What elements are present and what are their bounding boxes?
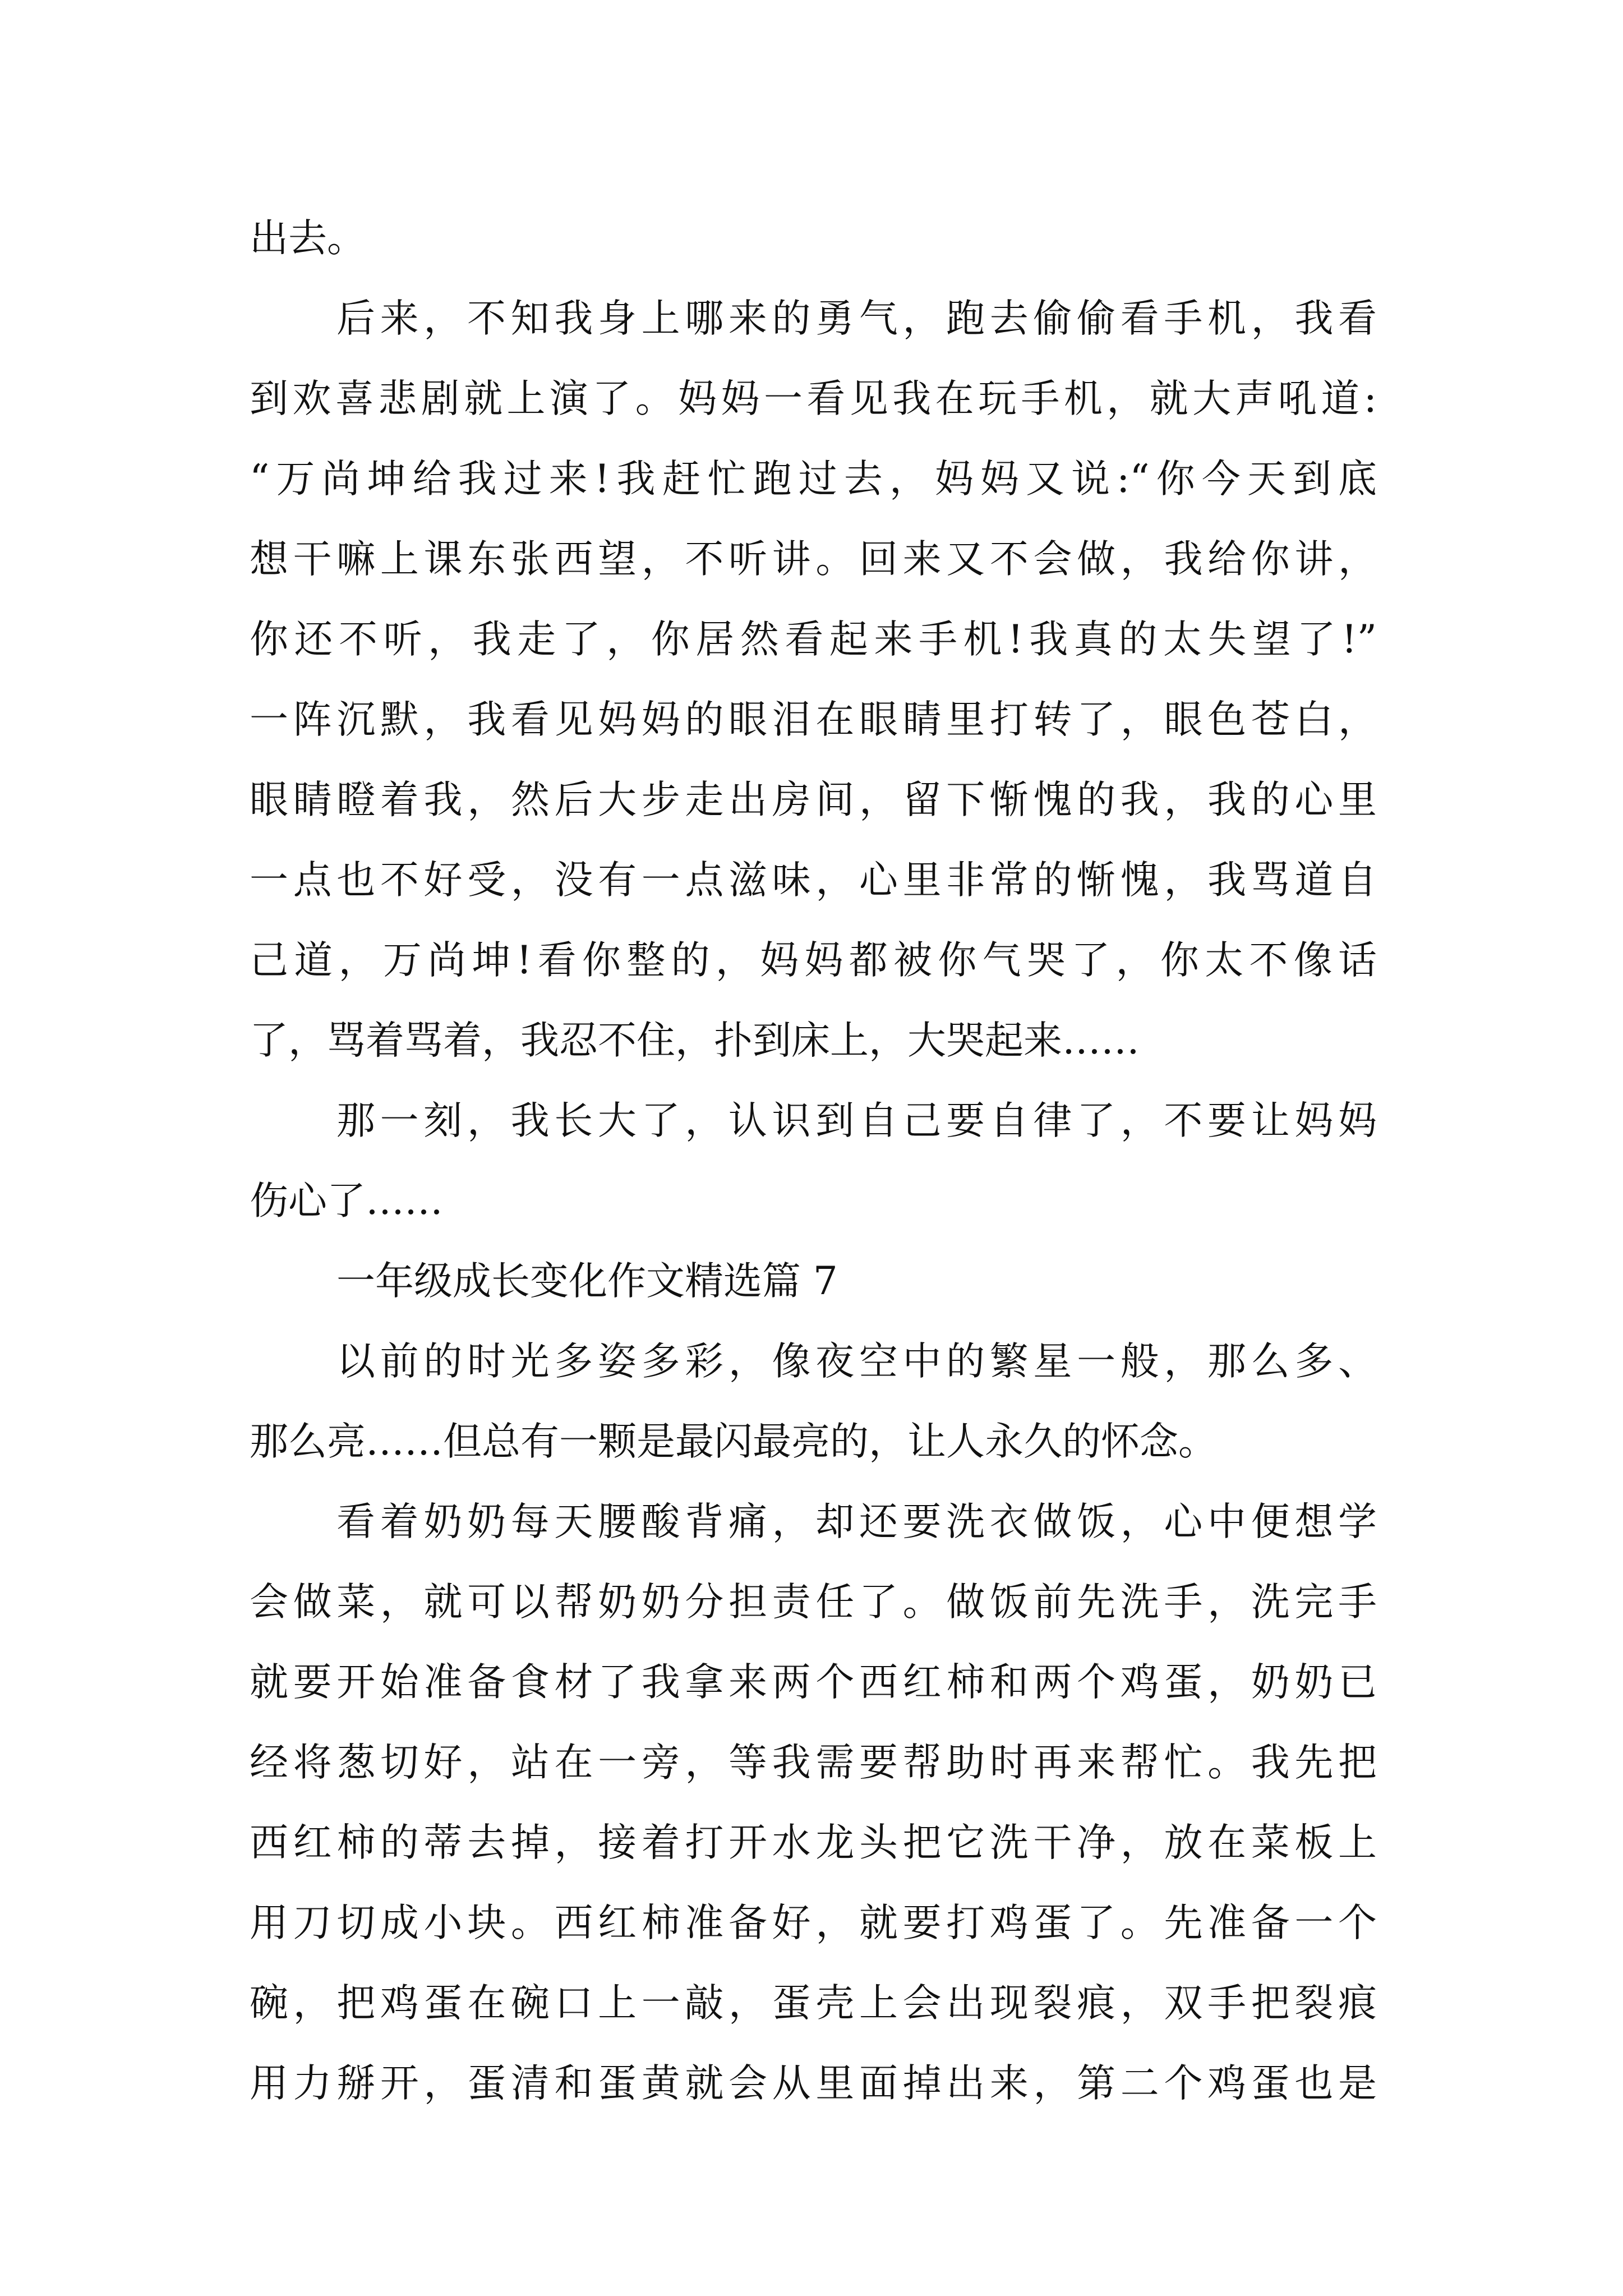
text-line: 会做菜，就可以帮奶奶分担责任了。做饭前先洗手，洗完手	[250, 1580, 1377, 1625]
text-line: 以前的时光多姿多彩，像夜空中的繁星一般，那么多、	[336, 1339, 1377, 1384]
text-line: 那一刻，我长大了，认识到自己要自律了，不要让妈妈	[336, 1098, 1377, 1143]
text-line: “万尚坤给我过来!我赶忙跑过去，妈妈又说:“你今天到底	[250, 457, 1377, 501]
text-line: 出去。	[250, 216, 366, 261]
text-line: 看着奶奶每天腰酸背痛，却还要洗衣做饭，心中便想学	[336, 1499, 1377, 1544]
text-line: 一点也不好受，没有一点滋味，心里非常的惭愧，我骂道自	[250, 858, 1377, 903]
text-line: 西红柿的蒂去掉，接着打开水龙头把它洗干净，放在菜板上	[250, 1820, 1377, 1865]
text-line: 用力掰开，蛋清和蛋黄就会从里面掉出来，第二个鸡蛋也是	[250, 2061, 1377, 2106]
text-line: 了，骂着骂着，我忍不住，扑到床上，大哭起来……	[250, 1018, 1140, 1063]
section-heading: 一年级成长变化作文精选篇 7	[336, 1259, 838, 1304]
text-line: 伤心了……	[250, 1179, 443, 1223]
text-line: 想干嘛上课东张西望，不听讲。回来又不会做，我给你讲，	[250, 537, 1377, 582]
text-line: 己道，万尚坤!看你整的，妈妈都被你气哭了，你太不像话	[250, 938, 1377, 983]
text-line: 眼睛瞪着我，然后大步走出房间，留下惭愧的我，我的心里	[250, 777, 1377, 822]
text-line: 碗，把鸡蛋在碗口上一敲，蛋壳上会出现裂痕，双手把裂痕	[250, 1981, 1377, 2026]
text-line: 你还不听，我走了，你居然看起来手机!我真的太失望了!”	[250, 617, 1377, 662]
text-line: 那么亮……但总有一颗是最闪最亮的，让人永久的怀念。	[250, 1419, 1217, 1464]
text-line: 经将葱切好，站在一旁，等我需要帮助时再来帮忙。我先把	[250, 1740, 1377, 1785]
text-line: 用刀切成小块。西红柿准备好，就要打鸡蛋了。先准备一个	[250, 1901, 1377, 1945]
text-line: 到欢喜悲剧就上演了。妈妈一看见我在玩手机，就大声吼道:	[250, 376, 1377, 421]
text-line: 就要开始准备食材了我拿来两个西红柿和两个鸡蛋，奶奶已	[250, 1660, 1377, 1705]
text-line: 一阵沉默，我看见妈妈的眼泪在眼睛里打转了，眼色苍白，	[250, 697, 1377, 742]
text-line: 后来，不知我身上哪来的勇气，跑去偷偷看手机，我看	[336, 296, 1377, 341]
